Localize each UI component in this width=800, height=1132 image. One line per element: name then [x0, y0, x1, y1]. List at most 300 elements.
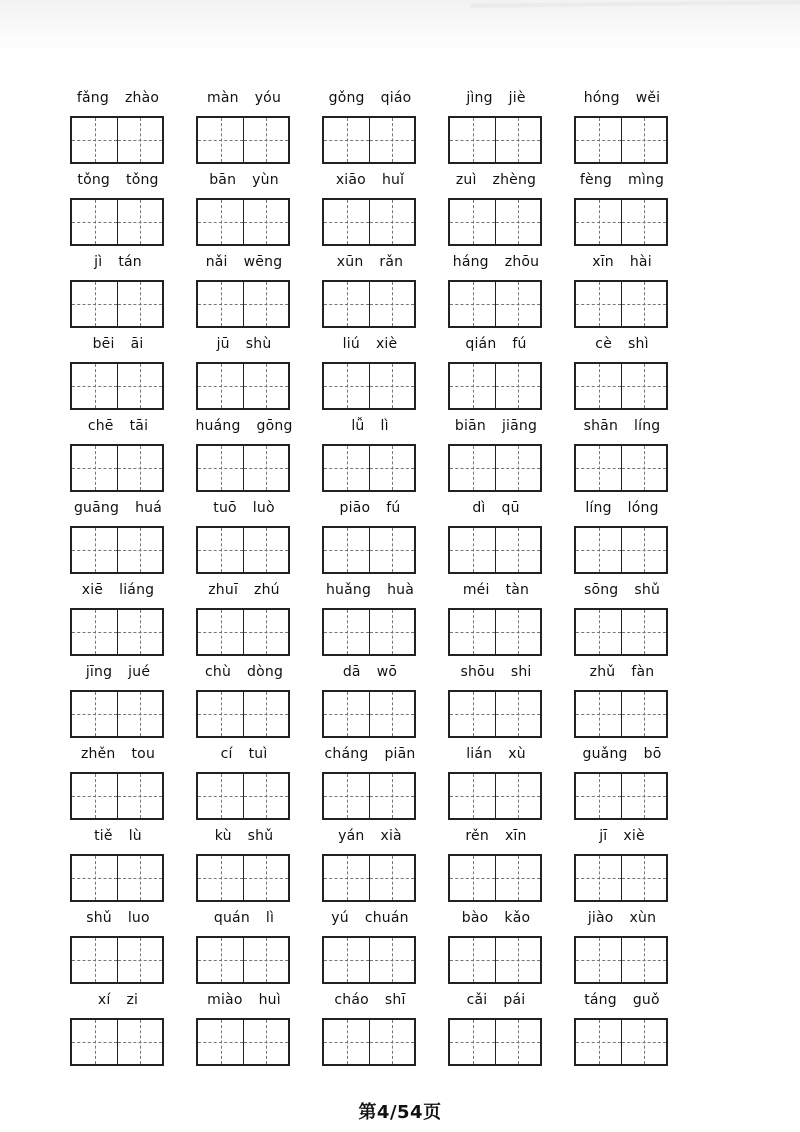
character-square[interactable]: [576, 1020, 621, 1064]
character-square[interactable]: [324, 774, 369, 818]
word-item: [574, 578, 670, 660]
pinyin-syllable: bān: [209, 172, 237, 188]
tianzige-writing-box[interactable]: [196, 936, 290, 984]
character-square[interactable]: [450, 282, 495, 326]
character-square[interactable]: [198, 774, 243, 818]
character-square[interactable]: [576, 856, 621, 900]
pinyin-line: [196, 578, 292, 602]
character-square[interactable]: [450, 446, 495, 490]
tianzige-writing-box[interactable]: [322, 1018, 416, 1066]
character-square[interactable]: [576, 528, 621, 572]
pinyin-syllable: luò: [252, 500, 275, 516]
tianzige-writing-box[interactable]: [196, 198, 290, 246]
pinyin-syllable: cháo: [334, 992, 369, 1008]
pinyin-syllable: wēng: [243, 254, 283, 270]
tianzige-writing-box[interactable]: [322, 526, 416, 574]
pinyin-line: [196, 988, 292, 1012]
tianzige-writing-box[interactable]: [70, 526, 164, 574]
character-square[interactable]: [324, 282, 369, 326]
character-square[interactable]: [324, 118, 369, 162]
word-item: [448, 86, 544, 168]
character-square[interactable]: [621, 610, 666, 654]
character-square[interactable]: [450, 938, 495, 982]
pinyin-line: [574, 906, 670, 930]
tianzige-writing-box[interactable]: [448, 690, 542, 738]
character-square[interactable]: [243, 856, 288, 900]
pinyin-syllable: āi: [130, 336, 144, 352]
pinyin-syllable: kǎo: [504, 910, 531, 926]
character-square[interactable]: [72, 364, 117, 408]
character-square[interactable]: [324, 610, 369, 654]
character-square[interactable]: [72, 1020, 117, 1064]
tianzige-writing-box[interactable]: [70, 690, 164, 738]
tianzige-writing-box[interactable]: [574, 198, 668, 246]
tianzige-writing-box[interactable]: [574, 690, 668, 738]
tianzige-writing-box[interactable]: [574, 444, 668, 492]
character-square[interactable]: [117, 610, 162, 654]
tianzige-writing-box[interactable]: [574, 362, 668, 410]
character-square[interactable]: [243, 610, 288, 654]
character-square[interactable]: [495, 282, 540, 326]
character-square[interactable]: [369, 200, 414, 244]
character-square[interactable]: [450, 856, 495, 900]
pinyin-syllable: jiào: [587, 910, 614, 926]
character-square[interactable]: [621, 774, 666, 818]
pinyin-line: [70, 660, 166, 684]
pinyin-syllable: líng: [585, 500, 612, 516]
character-square[interactable]: [117, 200, 162, 244]
character-square[interactable]: [198, 446, 243, 490]
character-square[interactable]: [243, 938, 288, 982]
pinyin-syllable: biān: [454, 418, 486, 434]
character-square[interactable]: [576, 200, 621, 244]
character-square[interactable]: [324, 1020, 369, 1064]
character-square[interactable]: [369, 938, 414, 982]
pinyin-syllable: sōng: [583, 582, 619, 598]
character-square[interactable]: [324, 446, 369, 490]
tianzige-writing-box[interactable]: [322, 198, 416, 246]
pinyin-syllable: fú: [512, 336, 527, 352]
pinyin-syllable: xiē: [81, 582, 104, 598]
character-square[interactable]: [72, 610, 117, 654]
character-square[interactable]: [198, 528, 243, 572]
pinyin-syllable: zhào: [124, 90, 160, 106]
pinyin-line: [448, 906, 544, 930]
pinyin-syllable: fèng: [579, 172, 612, 188]
worksheet-row: [70, 742, 670, 824]
pinyin-syllable: chù: [204, 664, 232, 680]
character-square[interactable]: [198, 1020, 243, 1064]
pinyin-line: [70, 414, 166, 438]
tianzige-writing-box[interactable]: [322, 608, 416, 656]
pinyin-syllable: xiāo: [335, 172, 366, 188]
tianzige-writing-box[interactable]: [322, 362, 416, 410]
character-square[interactable]: [324, 938, 369, 982]
character-square[interactable]: [117, 692, 162, 736]
tianzige-writing-box[interactable]: [448, 526, 542, 574]
word-item: [322, 742, 418, 824]
pinyin-syllable: lì: [380, 418, 389, 434]
character-square[interactable]: [495, 610, 540, 654]
character-square[interactable]: [495, 364, 540, 408]
character-square[interactable]: [369, 364, 414, 408]
character-square[interactable]: [576, 364, 621, 408]
character-square[interactable]: [324, 692, 369, 736]
character-square[interactable]: [72, 118, 117, 162]
character-square[interactable]: [72, 528, 117, 572]
tianzige-writing-box[interactable]: [574, 526, 668, 574]
character-square[interactable]: [369, 282, 414, 326]
pinyin-syllable: huà: [387, 582, 415, 598]
tianzige-writing-box[interactable]: [322, 690, 416, 738]
character-square[interactable]: [621, 118, 666, 162]
tianzige-writing-box[interactable]: [448, 608, 542, 656]
pinyin-syllable: rǎn: [379, 254, 404, 270]
word-item: [196, 906, 292, 988]
pinyin-line: [196, 168, 292, 192]
character-square[interactable]: [117, 282, 162, 326]
tianzige-writing-box[interactable]: [196, 362, 290, 410]
character-square[interactable]: [198, 692, 243, 736]
pinyin-syllable: lóng: [627, 500, 659, 516]
pinyin-syllable: yú: [331, 910, 349, 926]
tianzige-writing-box[interactable]: [70, 854, 164, 902]
character-square[interactable]: [621, 364, 666, 408]
word-item: [70, 168, 166, 250]
pinyin-syllable: qiáo: [380, 90, 412, 106]
scan-shade: [0, 0, 800, 58]
character-square[interactable]: [198, 118, 243, 162]
character-square[interactable]: [576, 282, 621, 326]
tianzige-writing-box[interactable]: [196, 280, 290, 328]
word-item: [448, 168, 544, 250]
character-square[interactable]: [117, 774, 162, 818]
tianzige-writing-box[interactable]: [574, 936, 668, 984]
pinyin-syllable: dì: [472, 500, 486, 516]
tianzige-writing-box[interactable]: [70, 772, 164, 820]
tianzige-writing-box[interactable]: [448, 444, 542, 492]
tianzige-writing-box[interactable]: [322, 936, 416, 984]
character-square[interactable]: [621, 938, 666, 982]
word-item: [70, 414, 166, 496]
word-item: [322, 168, 418, 250]
character-square[interactable]: [72, 282, 117, 326]
character-square[interactable]: [243, 200, 288, 244]
character-square[interactable]: [72, 938, 117, 982]
character-square[interactable]: [450, 118, 495, 162]
pinyin-syllable: líng: [634, 418, 661, 434]
tianzige-writing-box[interactable]: [448, 362, 542, 410]
character-square[interactable]: [72, 692, 117, 736]
tianzige-writing-box[interactable]: [322, 280, 416, 328]
character-square[interactable]: [243, 1020, 288, 1064]
pinyin-syllable: zhōu: [504, 254, 540, 270]
word-item: [574, 496, 670, 578]
character-square[interactable]: [450, 200, 495, 244]
pinyin-line: [322, 332, 418, 356]
word-item: [196, 86, 292, 168]
pinyin-syllable: shǔ: [86, 910, 112, 926]
tianzige-writing-box[interactable]: [70, 116, 164, 164]
word-item: [70, 250, 166, 332]
pinyin-line: [448, 86, 544, 110]
tianzige-writing-box[interactable]: [322, 772, 416, 820]
character-square[interactable]: [450, 364, 495, 408]
pinyin-syllable: cè: [595, 336, 613, 352]
character-square[interactable]: [621, 1020, 666, 1064]
pinyin-syllable: huá: [135, 500, 163, 516]
tianzige-writing-box[interactable]: [322, 116, 416, 164]
pinyin-syllable: qū: [501, 500, 520, 516]
word-item: [196, 332, 292, 414]
tianzige-writing-box[interactable]: [70, 280, 164, 328]
pinyin-line: [322, 988, 418, 1012]
word-item: [322, 578, 418, 660]
pinyin-syllable: màn: [206, 90, 239, 106]
character-square[interactable]: [450, 774, 495, 818]
word-item: [448, 742, 544, 824]
tianzige-writing-box[interactable]: [70, 362, 164, 410]
character-square[interactable]: [369, 692, 414, 736]
character-square[interactable]: [324, 528, 369, 572]
character-square[interactable]: [369, 856, 414, 900]
pinyin-syllable: lù: [128, 828, 142, 844]
pinyin-syllable: tàn: [505, 582, 530, 598]
pinyin-syllable: shī: [384, 992, 406, 1008]
pinyin-line: [322, 168, 418, 192]
character-square[interactable]: [198, 856, 243, 900]
word-item: [70, 742, 166, 824]
pinyin-line: [70, 86, 166, 110]
pinyin-syllable: hài: [629, 254, 652, 270]
pinyin-syllable: shì: [628, 336, 649, 352]
character-square[interactable]: [369, 774, 414, 818]
pinyin-syllable: cháng: [324, 746, 369, 762]
pinyin-syllable: dòng: [247, 664, 284, 680]
character-square[interactable]: [450, 528, 495, 572]
pinyin-line: [70, 250, 166, 274]
character-square[interactable]: [243, 446, 288, 490]
word-item: [574, 168, 670, 250]
pinyin-syllable: zhǔ: [589, 664, 616, 680]
pinyin-line: [322, 906, 418, 930]
character-square[interactable]: [369, 118, 414, 162]
character-square[interactable]: [495, 200, 540, 244]
character-square[interactable]: [243, 774, 288, 818]
character-square[interactable]: [621, 282, 666, 326]
character-square[interactable]: [243, 692, 288, 736]
tianzige-writing-box[interactable]: [574, 1018, 668, 1066]
character-square[interactable]: [117, 446, 162, 490]
character-square[interactable]: [495, 774, 540, 818]
word-item: [70, 578, 166, 660]
pinyin-syllable: gōng: [256, 418, 293, 434]
character-square[interactable]: [495, 446, 540, 490]
pinyin-line: [322, 86, 418, 110]
tianzige-writing-box[interactable]: [448, 280, 542, 328]
pinyin-line: [196, 660, 292, 684]
tianzige-writing-box[interactable]: [196, 116, 290, 164]
character-square[interactable]: [72, 200, 117, 244]
pinyin-syllable: jì: [94, 254, 103, 270]
pinyin-syllable: lǚ: [351, 418, 365, 434]
tianzige-writing-box[interactable]: [70, 444, 164, 492]
character-square[interactable]: [576, 610, 621, 654]
character-square[interactable]: [117, 1020, 162, 1064]
pinyin-line: [322, 742, 418, 766]
pinyin-line: [448, 824, 544, 848]
tianzige-writing-box[interactable]: [70, 608, 164, 656]
character-square[interactable]: [621, 856, 666, 900]
pinyin-line: [196, 824, 292, 848]
pinyin-syllable: piāo: [339, 500, 371, 516]
word-item: [574, 988, 670, 1070]
character-square[interactable]: [621, 446, 666, 490]
character-square[interactable]: [495, 528, 540, 572]
character-square[interactable]: [576, 446, 621, 490]
word-item: [196, 496, 292, 578]
character-square[interactable]: [198, 364, 243, 408]
character-square[interactable]: [324, 856, 369, 900]
pinyin-syllable: zuì: [455, 172, 477, 188]
character-square[interactable]: [243, 364, 288, 408]
character-square[interactable]: [495, 692, 540, 736]
character-square[interactable]: [324, 200, 369, 244]
word-item: [196, 988, 292, 1070]
character-square[interactable]: [324, 364, 369, 408]
pinyin-syllable: bēi: [92, 336, 115, 352]
tianzige-writing-box[interactable]: [448, 198, 542, 246]
character-square[interactable]: [243, 528, 288, 572]
character-square[interactable]: [621, 528, 666, 572]
character-square[interactable]: [369, 610, 414, 654]
pinyin-syllable: táng: [584, 992, 617, 1008]
tianzige-writing-box[interactable]: [574, 116, 668, 164]
tianzige-writing-box[interactable]: [574, 772, 668, 820]
tianzige-writing-box[interactable]: [322, 854, 416, 902]
word-item: [574, 742, 670, 824]
character-square[interactable]: [621, 200, 666, 244]
tianzige-writing-box[interactable]: [448, 854, 542, 902]
pinyin-syllable: zhěn: [80, 746, 116, 762]
pinyin-syllable: hóng: [583, 90, 620, 106]
character-square[interactable]: [576, 774, 621, 818]
character-square[interactable]: [198, 610, 243, 654]
pinyin-line: [70, 988, 166, 1012]
character-square[interactable]: [576, 692, 621, 736]
pinyin-line: [196, 332, 292, 356]
character-square[interactable]: [198, 938, 243, 982]
pinyin-syllable: yùn: [252, 172, 279, 188]
tianzige-writing-box[interactable]: [574, 854, 668, 902]
character-square[interactable]: [198, 282, 243, 326]
word-item: [574, 332, 670, 414]
character-square[interactable]: [576, 118, 621, 162]
character-square[interactable]: [621, 692, 666, 736]
tianzige-writing-box[interactable]: [448, 1018, 542, 1066]
tianzige-writing-box[interactable]: [574, 280, 668, 328]
character-square[interactable]: [495, 856, 540, 900]
worksheet-grid: [70, 86, 670, 1070]
tianzige-writing-box[interactable]: [196, 608, 290, 656]
pinyin-syllable: huǎng: [325, 582, 372, 598]
pinyin-syllable: shōu: [460, 664, 495, 680]
character-square[interactable]: [495, 1020, 540, 1064]
pinyin-syllable: guāng: [73, 500, 120, 516]
character-square[interactable]: [369, 1020, 414, 1064]
character-square[interactable]: [495, 938, 540, 982]
worksheet-row: [70, 332, 670, 414]
character-square[interactable]: [450, 610, 495, 654]
pinyin-line: [70, 824, 166, 848]
pinyin-syllable: dā: [342, 664, 361, 680]
tianzige-writing-box[interactable]: [448, 936, 542, 984]
word-item: [322, 906, 418, 988]
character-square[interactable]: [369, 528, 414, 572]
character-square[interactable]: [450, 1020, 495, 1064]
character-square[interactable]: [450, 692, 495, 736]
tianzige-writing-box[interactable]: [196, 526, 290, 574]
tianzige-writing-box[interactable]: [70, 198, 164, 246]
character-square[interactable]: [72, 446, 117, 490]
pinyin-line: [196, 86, 292, 110]
pinyin-line: [322, 250, 418, 274]
character-square[interactable]: [198, 200, 243, 244]
worksheet-row: [70, 988, 670, 1070]
page-number: 第4/54页: [358, 1102, 442, 1123]
pinyin-syllable: jū: [216, 336, 230, 352]
character-square[interactable]: [117, 364, 162, 408]
pinyin-line: [70, 496, 166, 520]
pinyin-syllable: pái: [503, 992, 526, 1008]
pinyin-line: [196, 414, 292, 438]
character-square[interactable]: [72, 856, 117, 900]
tianzige-writing-box[interactable]: [322, 444, 416, 492]
pinyin-syllable: liáng: [119, 582, 155, 598]
tianzige-writing-box[interactable]: [448, 772, 542, 820]
pinyin-line: [448, 332, 544, 356]
character-square[interactable]: [576, 938, 621, 982]
character-square[interactable]: [117, 118, 162, 162]
pinyin-line: [574, 86, 670, 110]
worksheet-row: [70, 496, 670, 578]
pinyin-syllable: shān: [583, 418, 619, 434]
tianzige-writing-box[interactable]: [196, 690, 290, 738]
word-item: [322, 824, 418, 906]
character-square[interactable]: [117, 856, 162, 900]
tianzige-writing-box[interactable]: [448, 116, 542, 164]
tianzige-writing-box[interactable]: [574, 608, 668, 656]
pinyin-syllable: tiě: [94, 828, 113, 844]
tianzige-writing-box[interactable]: [196, 1018, 290, 1066]
pinyin-syllable: jìng: [466, 90, 493, 106]
word-item: [322, 86, 418, 168]
character-square[interactable]: [243, 118, 288, 162]
pinyin-syllable: chuán: [364, 910, 409, 926]
tianzige-writing-box[interactable]: [70, 936, 164, 984]
character-square[interactable]: [72, 774, 117, 818]
character-square[interactable]: [243, 282, 288, 326]
pinyin-line: [70, 168, 166, 192]
tianzige-writing-box[interactable]: [196, 854, 290, 902]
tianzige-writing-box[interactable]: [70, 1018, 164, 1066]
character-square[interactable]: [117, 528, 162, 572]
tianzige-writing-box[interactable]: [196, 444, 290, 492]
character-square[interactable]: [495, 118, 540, 162]
tianzige-writing-box[interactable]: [196, 772, 290, 820]
character-square[interactable]: [369, 446, 414, 490]
character-square[interactable]: [117, 938, 162, 982]
